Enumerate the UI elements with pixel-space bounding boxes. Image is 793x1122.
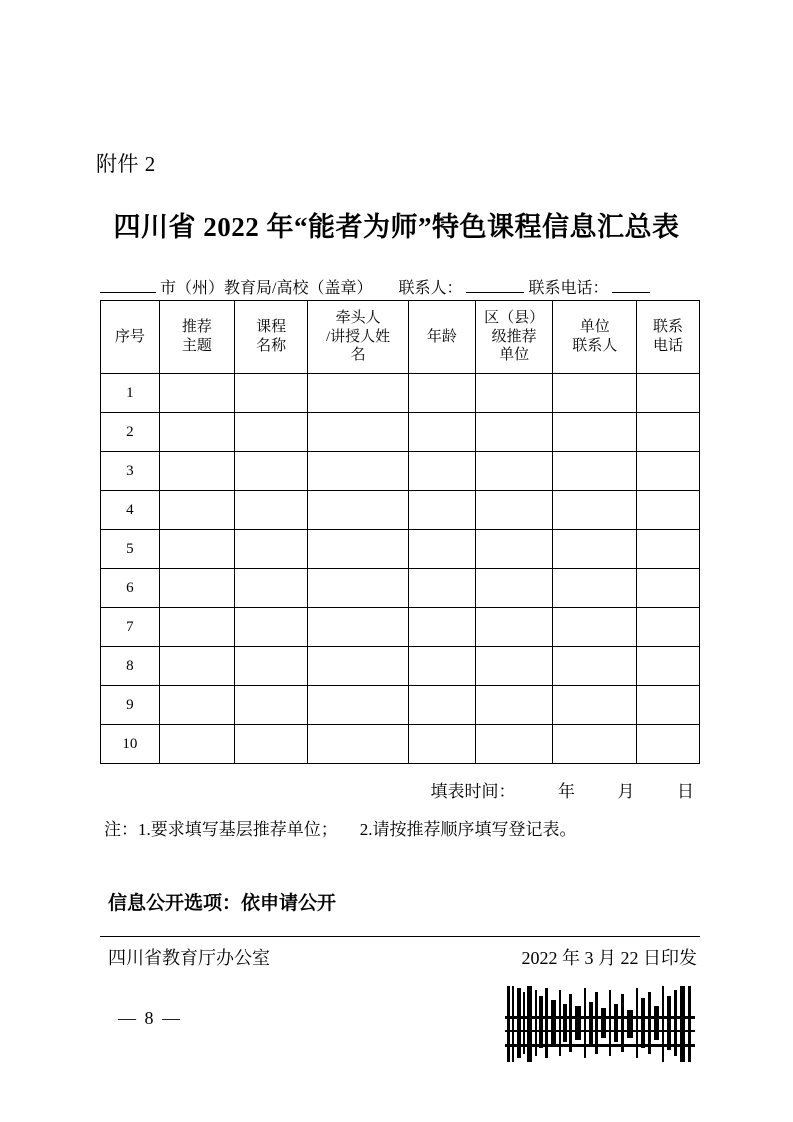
cell-recommend-unit[interactable] — [475, 374, 552, 413]
cell-course-name[interactable] — [235, 452, 308, 491]
cell-age[interactable] — [408, 413, 475, 452]
note-item-1: 1.要求填写基层推荐单位； — [138, 820, 338, 839]
row-seq: 3 — [101, 452, 160, 491]
table-row — [101, 608, 700, 647]
footer-issue-date: 2022 年 3 月 22 日印发 — [521, 948, 697, 968]
cell-phone[interactable] — [637, 725, 700, 764]
cell-age[interactable] — [408, 374, 475, 413]
cell-theme[interactable] — [159, 374, 234, 413]
table-body — [101, 374, 700, 764]
cell-phone[interactable] — [637, 569, 700, 608]
cell-course-name[interactable] — [235, 647, 308, 686]
table-row — [101, 569, 700, 608]
cell-recommend-unit[interactable] — [475, 491, 552, 530]
table-row — [101, 452, 700, 491]
table-row — [101, 686, 700, 725]
column-header-unit-contact: 单位 联系人 — [553, 301, 637, 374]
cell-unit-contact[interactable] — [553, 686, 637, 725]
cell-recommend-unit[interactable] — [475, 647, 552, 686]
row-seq: 4 — [101, 491, 160, 530]
cell-recommend-unit[interactable] — [475, 569, 552, 608]
cell-theme[interactable] — [159, 647, 234, 686]
disclosure-option: 信息公开选项：依申请公开 — [108, 893, 337, 914]
barcode-image — [505, 986, 695, 1062]
cell-unit-contact[interactable] — [553, 530, 637, 569]
column-header-lecturer: 牵头人 /讲授人姓 名 — [308, 301, 409, 374]
column-header-seq: 序号 — [101, 301, 160, 374]
cell-course-name[interactable] — [235, 569, 308, 608]
cell-unit-contact[interactable] — [553, 569, 637, 608]
blank-region-unit — [100, 278, 156, 293]
table-row — [101, 647, 700, 686]
row-seq: 7 — [101, 608, 160, 647]
cell-age[interactable] — [408, 725, 475, 764]
cell-age[interactable] — [408, 491, 475, 530]
cell-lecturer[interactable] — [308, 647, 409, 686]
cell-recommend-unit[interactable] — [475, 413, 552, 452]
column-header-age: 年龄 — [408, 301, 475, 374]
cell-unit-contact[interactable] — [553, 374, 637, 413]
cell-course-name[interactable] — [235, 608, 308, 647]
column-header-course-name: 课程 名称 — [235, 301, 308, 374]
page-title: 四川省 2022 年“能者为师”特色课程信息汇总表 — [113, 212, 680, 242]
blank-contact-phone — [612, 278, 650, 293]
row-seq: 6 — [101, 569, 160, 608]
fill-time-month: 月 — [617, 782, 635, 801]
column-header-theme: 推荐 主题 — [159, 301, 234, 374]
column-header-recommend-unit: 区（县） 级推荐 单位 — [475, 301, 552, 374]
footer-issuer: 四川省教育厅办公室 — [108, 948, 270, 968]
cell-course-name[interactable] — [235, 374, 308, 413]
row-seq: 1 — [101, 374, 160, 413]
cell-age[interactable] — [408, 608, 475, 647]
row-seq: 2 — [101, 413, 160, 452]
form-note — [104, 815, 577, 840]
cell-phone[interactable] — [637, 413, 700, 452]
form-header-line — [100, 275, 700, 298]
cell-age[interactable] — [408, 569, 475, 608]
cell-recommend-unit[interactable] — [475, 530, 552, 569]
cell-age[interactable] — [408, 647, 475, 686]
cell-phone[interactable] — [637, 491, 700, 530]
blank-contact-name — [466, 278, 524, 293]
cell-theme[interactable] — [159, 452, 234, 491]
header-phone-label: 联系电话： — [528, 280, 609, 297]
cell-course-name[interactable] — [235, 413, 308, 452]
course-summary-table — [100, 300, 700, 764]
table-row — [101, 530, 700, 569]
fill-time-day: 日 — [677, 782, 694, 801]
cell-phone[interactable] — [637, 647, 700, 686]
note-prefix: 注： — [104, 820, 138, 839]
cell-phone[interactable] — [637, 374, 700, 413]
note-item-2: 2.请按推荐顺序填写登记表。 — [359, 820, 577, 839]
cell-course-name[interactable] — [235, 530, 308, 569]
cell-phone[interactable] — [637, 686, 700, 725]
fill-time-label: 填表时间： — [430, 782, 516, 801]
attachment-label: 附件 2 — [96, 152, 156, 176]
cell-lecturer[interactable] — [308, 413, 409, 452]
cell-lecturer[interactable] — [308, 608, 409, 647]
cell-unit-contact[interactable] — [553, 725, 637, 764]
cell-lecturer[interactable] — [308, 452, 409, 491]
cell-phone[interactable] — [637, 608, 700, 647]
cell-theme[interactable] — [159, 413, 234, 452]
fill-time-year: 年 — [558, 782, 575, 801]
table-row — [101, 491, 700, 530]
header-contact-label: 联系人： — [398, 280, 463, 297]
cell-lecturer[interactable] — [308, 725, 409, 764]
cell-age[interactable] — [408, 530, 475, 569]
row-seq: 9 — [101, 686, 160, 725]
cell-lecturer[interactable] — [308, 530, 409, 569]
fill-time-line — [100, 777, 700, 802]
cell-course-name[interactable] — [235, 725, 308, 764]
cell-unit-contact[interactable] — [553, 452, 637, 491]
cell-recommend-unit[interactable] — [475, 452, 552, 491]
cell-unit-contact[interactable] — [553, 491, 637, 530]
header-unit-label: 市（州）教育局/高校（盖章） — [160, 280, 373, 297]
cell-theme[interactable] — [159, 491, 234, 530]
cell-recommend-unit[interactable] — [475, 686, 552, 725]
cell-age[interactable] — [408, 452, 475, 491]
cell-recommend-unit[interactable] — [475, 608, 552, 647]
table-row — [101, 725, 700, 764]
cell-theme[interactable] — [159, 608, 234, 647]
footer-divider — [100, 936, 700, 937]
row-seq: 10 — [101, 725, 160, 764]
row-seq: 5 — [101, 530, 160, 569]
cell-recommend-unit[interactable] — [475, 725, 552, 764]
cell-unit-contact[interactable] — [553, 647, 637, 686]
cell-lecturer[interactable] — [308, 569, 409, 608]
cell-theme[interactable] — [159, 725, 234, 764]
cell-unit-contact[interactable] — [553, 608, 637, 647]
page-number: — 8 — — [118, 1008, 182, 1028]
cell-phone[interactable] — [637, 452, 700, 491]
table-row — [101, 413, 700, 452]
cell-course-name[interactable] — [235, 686, 308, 725]
cell-lecturer[interactable] — [308, 491, 409, 530]
cell-age[interactable] — [408, 686, 475, 725]
cell-lecturer[interactable] — [308, 374, 409, 413]
cell-phone[interactable] — [637, 530, 700, 569]
cell-unit-contact[interactable] — [553, 413, 637, 452]
cell-lecturer[interactable] — [308, 686, 409, 725]
cell-course-name[interactable] — [235, 491, 308, 530]
column-header-phone: 联系 电话 — [637, 301, 700, 374]
cell-theme[interactable] — [159, 569, 234, 608]
row-seq: 8 — [101, 647, 160, 686]
table-row — [101, 374, 700, 413]
cell-theme[interactable] — [159, 530, 234, 569]
cell-theme[interactable] — [159, 686, 234, 725]
table-header-row — [101, 301, 700, 374]
